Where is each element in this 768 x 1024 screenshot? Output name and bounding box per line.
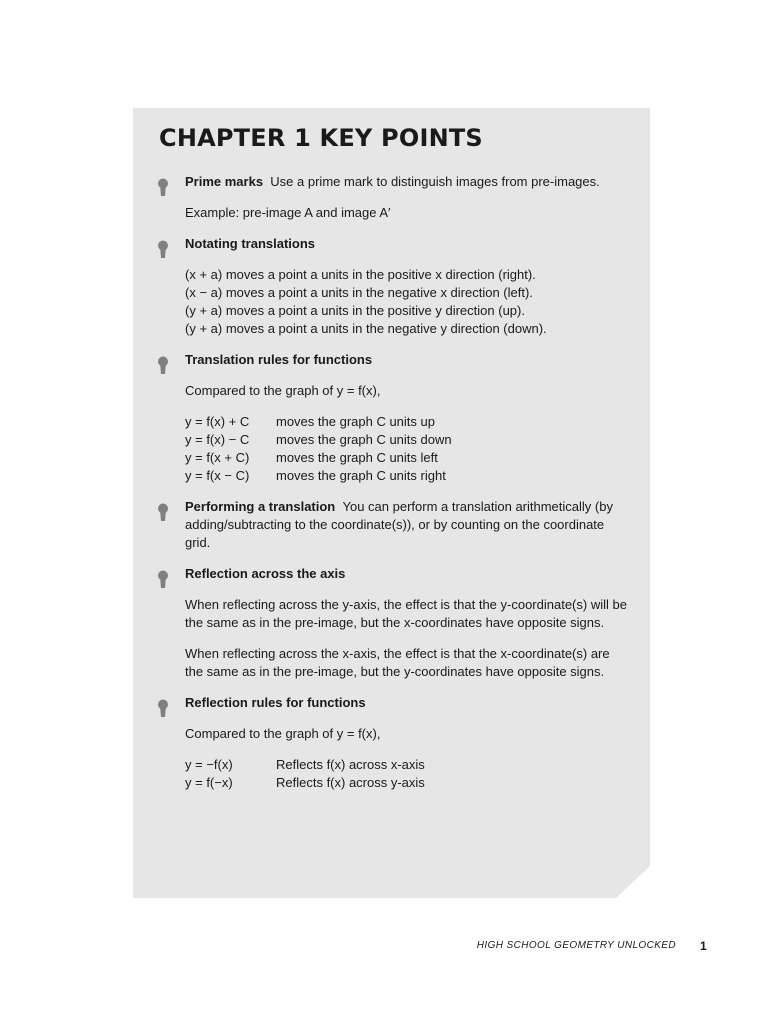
section-heading: Performing a translation — [185, 499, 336, 514]
translation-line: (y + a) moves a point a units in the positive y direction (up). — [185, 303, 525, 318]
key-point-reflection-rules — [185, 694, 630, 792]
rule-equation: y = f(−x) — [185, 775, 233, 790]
footer-book-title: HIGH SCHOOL GEOMETRY UNLOCKED — [476, 940, 676, 951]
section-text: Use a prime mark to distinguish images from pre-images. — [270, 174, 600, 189]
section-heading: Reflection rules for functions — [185, 695, 366, 710]
key-point-translation-rules — [185, 351, 630, 485]
section-text: You can perform a translation arithmetically (by adding/subtracting to the coordinate(s)), or by counting on the coordinate grid. — [185, 499, 613, 550]
keyhole-bullet-icon — [156, 699, 170, 718]
rule-equation: y = f(x) − C — [185, 432, 250, 447]
section-intro: Compared to the graph of y = f(x), — [185, 383, 381, 398]
keyhole-bullet-icon — [156, 356, 170, 375]
section-intro: Compared to the graph of y = f(x), — [185, 726, 381, 741]
section-paragraph: When reflecting across the y-axis, the effect is that the y-coordinate(s) will be the same as in the pre-image, but the x-coordinates have opposite signs. — [185, 597, 627, 630]
key-point-notating-translations — [185, 235, 630, 338]
keyhole-bullet-icon — [156, 503, 170, 522]
rule-row — [185, 467, 630, 485]
key-point-prime-marks — [185, 173, 630, 222]
rule-description: moves the graph C units left — [276, 450, 438, 465]
rule-row — [185, 431, 630, 449]
key-point-reflection-axis — [185, 565, 630, 681]
rule-equation: y = f(x − C) — [185, 468, 250, 483]
section-heading: Translation rules for functions — [185, 352, 373, 367]
rule-description: moves the graph C units up — [276, 414, 435, 429]
section-paragraph: When reflecting across the x-axis, the effect is that the x-coordinate(s) are the same as in the pre-image, but the y-coordinates have opposite signs. — [185, 646, 610, 679]
translation-line: (x + a) moves a point a units in the positive x direction (right). — [185, 267, 536, 282]
rule-row — [185, 756, 630, 774]
chapter-title: CHAPTER 1 KEY POINTS — [159, 124, 483, 152]
rule-description: moves the graph C units down — [276, 432, 452, 447]
keyhole-bullet-icon — [156, 240, 170, 259]
rule-description: Reflects f(x) across x-axis — [276, 757, 425, 772]
rule-row — [185, 449, 630, 467]
rule-description: Reflects f(x) across y-axis — [276, 775, 425, 790]
key-points-list — [185, 173, 630, 792]
page-number: 1 — [700, 939, 707, 953]
rule-equation: y = −f(x) — [185, 757, 233, 772]
rule-row — [185, 413, 630, 431]
section-heading: Notating translations — [185, 236, 316, 251]
rule-equation: y = f(x) + C — [185, 414, 250, 429]
keyhole-bullet-icon — [156, 178, 170, 197]
example-text: Example: pre-image A and image A′ — [185, 205, 391, 220]
keyhole-bullet-icon — [156, 570, 170, 589]
key-point-performing-translation — [185, 498, 630, 552]
rule-equation: y = f(x + C) — [185, 450, 250, 465]
rule-row — [185, 774, 630, 792]
rule-description: moves the graph C units right — [276, 468, 446, 483]
translation-line: (y + a) moves a point a units in the negative y direction (down). — [185, 321, 547, 336]
translation-line: (x − a) moves a point a units in the negative x direction (left). — [185, 285, 533, 300]
section-heading: Reflection across the axis — [185, 566, 346, 581]
section-heading: Prime marks — [185, 174, 264, 189]
